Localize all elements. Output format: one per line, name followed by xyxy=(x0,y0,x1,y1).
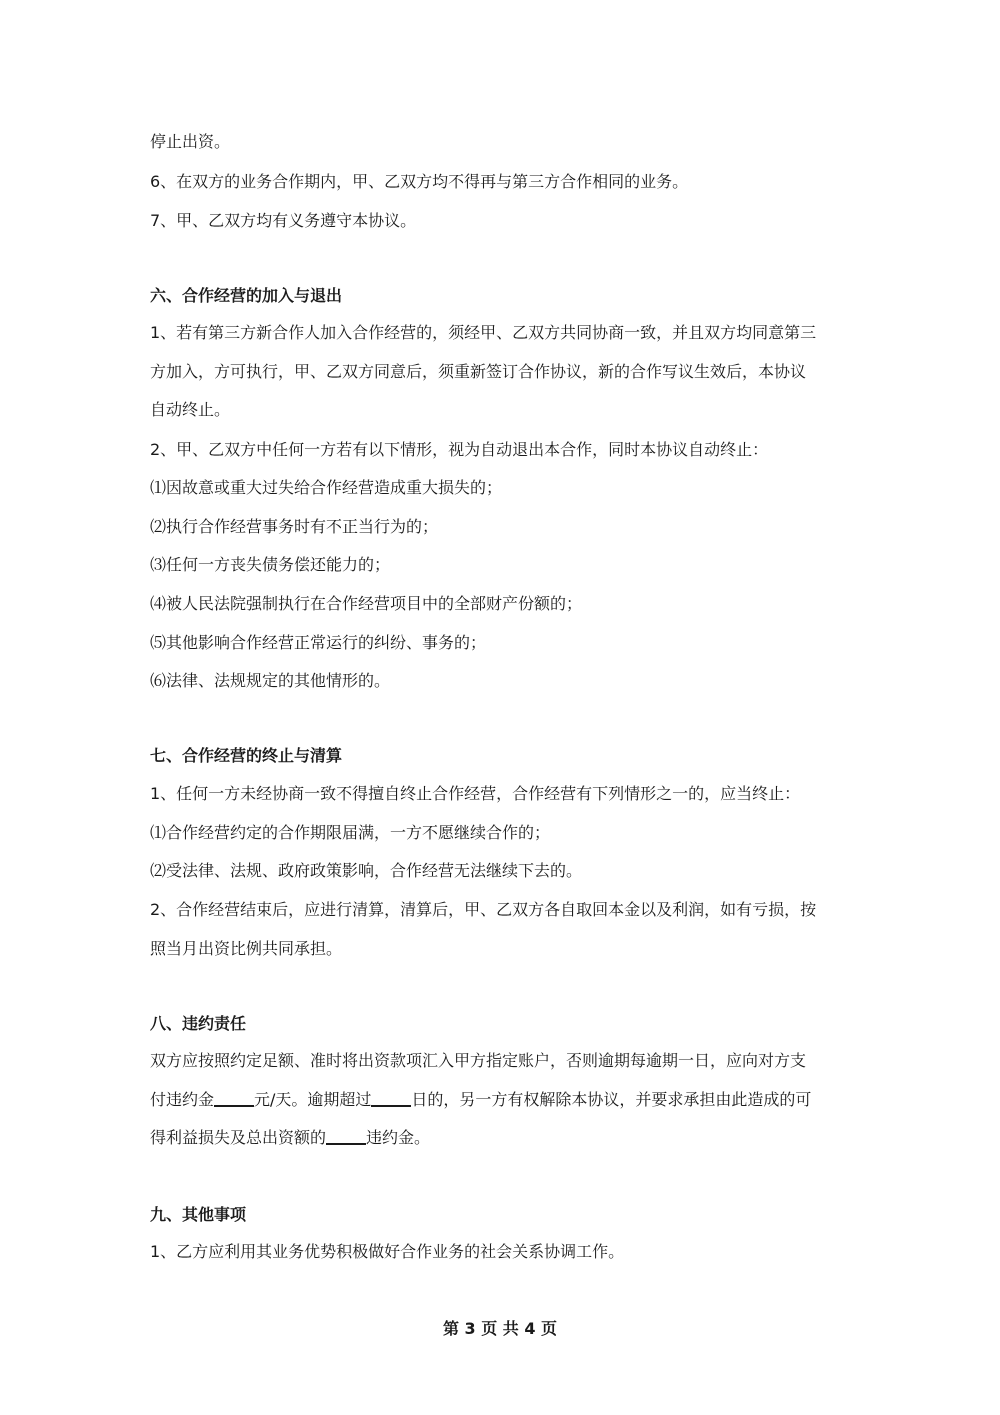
paragraph-line xyxy=(150,1089,811,1111)
paragraph-line: 1、若有第三方新合作人加入合作经营的，须经甲、乙双方共同协商一致，并且双方均同意第三 xyxy=(150,323,817,342)
section-heading-7: 七、合作经营的终止与清算 xyxy=(150,746,343,765)
section-heading-9: 九、其他事项 xyxy=(150,1205,247,1224)
text-segment: 付违约金 xyxy=(150,1090,215,1109)
clause-6: 6、在双方的业务合作期内，甲、乙双方均不得再与第三方合作相同的业务。 xyxy=(150,172,689,191)
text-segment: 得利益损失及总出资额的 xyxy=(150,1128,327,1147)
list-item: ⑵执行合作经营事务时有不正当行为的； xyxy=(150,517,439,536)
paragraph-line xyxy=(150,1127,430,1149)
paragraph-line: 2、合作经营结束后，应进行清算，清算后，甲、乙双方各自取回本金以及利润，如有亏损，按 xyxy=(150,900,817,919)
section-heading-6: 六、合作经营的加入与退出 xyxy=(150,286,343,305)
paragraph-line: 2、甲、乙双方中任何一方若有以下情形，视为自动退出本合作，同时本协议自动终止： xyxy=(150,440,769,459)
paragraph-line: 停止出资。 xyxy=(150,132,231,151)
paragraph-line: 照当月出资比例共同承担。 xyxy=(150,939,343,958)
list-item: ⑹法律、法规规定的其他情形的。 xyxy=(150,671,391,690)
fill-blank[interactable] xyxy=(214,1089,254,1107)
list-item: ⑶任何一方丧失债务偿还能力的； xyxy=(150,555,391,574)
text-segment: 日的，另一方有权解除本协议，并要求承担由此造成的可 xyxy=(411,1090,812,1109)
list-item: ⑴合作经营约定的合作期限届满，一方不愿继续合作的； xyxy=(150,823,551,842)
paragraph-line: 自动终止。 xyxy=(150,400,231,419)
list-item: ⑴因故意或重大过失给合作经营造成重大损失的； xyxy=(150,478,503,497)
fill-blank[interactable] xyxy=(371,1089,411,1107)
section-heading-8: 八、违约责任 xyxy=(150,1014,247,1033)
text-segment: 违约金。 xyxy=(366,1128,431,1147)
clause-7: 7、甲、乙双方均有义务遵守本协议。 xyxy=(150,211,417,230)
text-segment: 元/天。逾期超过 xyxy=(254,1090,372,1109)
paragraph-line: 1、任何一方未经协商一致不得擅自终止合作经营，合作经营有下列情形之一的，应当终止： xyxy=(150,784,801,803)
list-item: ⑵受法律、法规、政府政策影响，合作经营无法继续下去的。 xyxy=(150,861,583,880)
page-number-footer: 第 3 页 共 4 页 xyxy=(442,1319,558,1338)
fill-blank[interactable] xyxy=(326,1127,366,1145)
paragraph-line: 方加入，方可执行，甲、乙双方同意后，须重新签订合作协议，新的合作写议生效后，本协议 xyxy=(150,362,807,381)
paragraph-line: 1、乙方应利用其业务优势积极做好合作业务的社会关系协调工作。 xyxy=(150,1242,625,1261)
list-item: ⑸其他影响合作经营正常运行的纠纷、事务的； xyxy=(150,633,487,652)
list-item: ⑷被人民法院强制执行在合作经营项目中的全部财产份额的； xyxy=(150,594,583,613)
paragraph-line: 双方应按照约定足额、准时将出资款项汇入甲方指定账户，否则逾期每逾期一日，应向对方支 xyxy=(150,1051,807,1070)
